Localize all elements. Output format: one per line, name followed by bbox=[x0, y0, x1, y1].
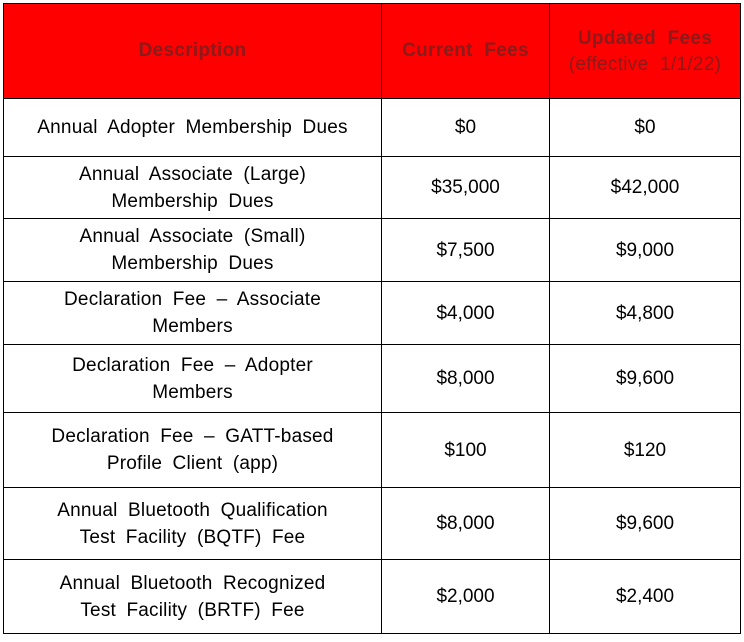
table-row bbox=[4, 157, 741, 219]
row-updated-fee: $9,000 bbox=[550, 219, 741, 282]
table-row bbox=[4, 345, 741, 413]
row-description: Annual Adopter Membership Dues bbox=[4, 99, 382, 157]
header-updated-fees-note: (effective 1/1/22) bbox=[568, 54, 722, 75]
row-updated-fee: $0 bbox=[550, 99, 741, 157]
row-updated-fee: $2,400 bbox=[550, 560, 741, 634]
header-updated-fees: Updated Fees (effective 1/1/22) bbox=[550, 4, 741, 99]
row-current-fee: $4,000 bbox=[382, 282, 550, 345]
table-row bbox=[4, 560, 741, 634]
table-row bbox=[4, 282, 741, 345]
row-description: Annual Associate (Large) Membership Dues bbox=[4, 157, 382, 219]
header-row bbox=[4, 4, 741, 99]
row-description: Annual Bluetooth Recognized Test Facility (BRTF) Fee bbox=[4, 560, 382, 634]
row-description: Annual Bluetooth Qualification Test Facility (BQTF) Fee bbox=[4, 488, 382, 560]
row-updated-fee: $120 bbox=[550, 413, 741, 488]
table-row bbox=[4, 413, 741, 488]
row-updated-fee: $42,000 bbox=[550, 157, 741, 219]
header-current-fees: Current Fees bbox=[382, 4, 550, 99]
table-row bbox=[4, 488, 741, 560]
row-description: Annual Associate (Small) Membership Dues bbox=[4, 219, 382, 282]
row-updated-fee: $9,600 bbox=[550, 488, 741, 560]
table-row bbox=[4, 219, 741, 282]
row-updated-fee: $9,600 bbox=[550, 345, 741, 413]
row-current-fee: $0 bbox=[382, 99, 550, 157]
row-current-fee: $7,500 bbox=[382, 219, 550, 282]
row-description: Declaration Fee – GATT-based Profile Client (app) bbox=[4, 413, 382, 488]
row-current-fee: $100 bbox=[382, 413, 550, 488]
row-updated-fee: $4,800 bbox=[550, 282, 741, 345]
header-description: Description bbox=[4, 4, 382, 99]
row-current-fee: $35,000 bbox=[382, 157, 550, 219]
row-current-fee: $8,000 bbox=[382, 345, 550, 413]
table-row bbox=[4, 99, 741, 157]
row-description: Declaration Fee – Associate Members bbox=[4, 282, 382, 345]
row-description: Declaration Fee – Adopter Members bbox=[4, 345, 382, 413]
row-current-fee: $8,000 bbox=[382, 488, 550, 560]
row-current-fee: $2,000 bbox=[382, 560, 550, 634]
fee-table bbox=[3, 3, 741, 634]
